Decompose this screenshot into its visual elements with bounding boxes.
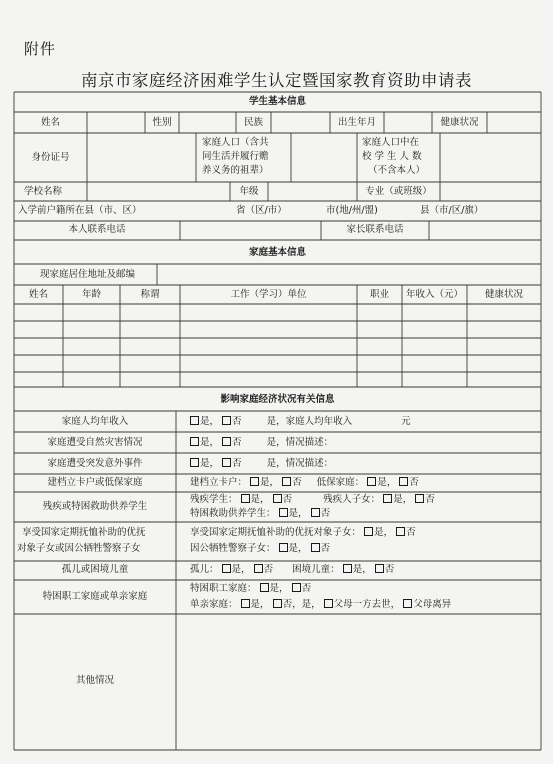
tekun-options: 特困救助供养学生： 是， 否 <box>190 508 331 519</box>
disaster-no-checkbox[interactable] <box>222 437 231 446</box>
tekun-yes-checkbox[interactable] <box>279 508 288 517</box>
disabled-student-no-checkbox[interactable] <box>273 494 282 503</box>
single-deceased-checkbox[interactable] <box>324 599 333 608</box>
single-no-checkbox[interactable] <box>273 599 282 608</box>
label-household-1: 家庭人口（含共 <box>202 137 269 148</box>
annex-label: 附件 <box>24 40 57 58</box>
label-school: 学校名称 <box>24 186 63 197</box>
orphan-yes-checkbox[interactable] <box>222 564 231 573</box>
label-disabled: 残疾或特困救助供养学生 <box>42 501 148 512</box>
label-parent-phone: 家长联系电话 <box>346 224 404 235</box>
label-inschool-3: （不含本人） <box>368 165 426 176</box>
single-yes-checkbox[interactable] <box>241 599 250 608</box>
label-accident: 家庭遭受突发意外事件 <box>47 458 143 469</box>
label-health: 健康状况 <box>440 117 479 128</box>
label-poor: 建档立卡户或低保家庭 <box>47 477 143 488</box>
label-origin: 入学前户籍所在县（市、区） <box>18 205 142 216</box>
label-province: 省（区/市） <box>236 205 287 216</box>
family-col-relation: 称谓 <box>140 289 160 300</box>
disabled-options: 残疾学生： 是， 否 残疾人子女： 是， 否 <box>190 494 435 505</box>
label-income: 家庭人均年收入 <box>61 416 129 427</box>
label-veteran-1: 享受国家定期抚恤补助的优抚 <box>22 527 146 538</box>
poor-dibao-no-checkbox[interactable] <box>399 477 408 486</box>
label-name: 姓名 <box>40 117 60 128</box>
poor-card-yes-checkbox[interactable] <box>250 477 259 486</box>
worker-options: 特困职工家庭： 是， 否 <box>190 583 312 594</box>
label-household-2: 同生活并履行赡 <box>202 151 269 162</box>
accident-yes-checkbox[interactable] <box>190 458 199 467</box>
orphan-no-checkbox[interactable] <box>254 564 263 573</box>
label-gender: 性别 <box>152 117 172 128</box>
family-section-title: 家庭基本信息 <box>248 247 306 258</box>
plight-no-checkbox[interactable] <box>375 564 384 573</box>
disabled-student-yes-checkbox[interactable] <box>241 494 250 503</box>
label-ethnicity: 民族 <box>243 117 263 128</box>
label-worker: 特困职工家庭或单亲家庭 <box>42 591 148 602</box>
family-col-age: 年龄 <box>81 289 101 300</box>
plight-yes-checkbox[interactable] <box>343 564 352 573</box>
student-section-title: 学生基本信息 <box>248 96 306 107</box>
econ-section-title: 影响家庭经济状况有关信息 <box>220 394 335 405</box>
label-disaster: 家庭遭受自然灾害情况 <box>47 437 143 448</box>
income-yes-checkbox[interactable] <box>190 416 199 425</box>
disaster-yes-checkbox[interactable] <box>190 437 199 446</box>
label-inschool-2: 校 学 生 人 数 <box>362 151 422 162</box>
label-other: 其他情况 <box>75 675 114 686</box>
veteran-options: 享受国家定期抚恤补助的优抚对象子女： 是， 否 <box>190 527 416 538</box>
accident-no-checkbox[interactable] <box>222 458 231 467</box>
label-major: 专业（或班级） <box>365 186 432 197</box>
label-veteran-2: 对象子女或因公牺牲警察子女 <box>17 543 141 554</box>
police-no-checkbox[interactable] <box>311 543 320 552</box>
disabled-child-no-checkbox[interactable] <box>415 494 424 503</box>
label-birth: 出生年月 <box>337 117 376 128</box>
family-col-name: 姓名 <box>28 289 48 300</box>
label-household-3: 养义务的祖辈） <box>202 165 269 176</box>
poor-dibao-yes-checkbox[interactable] <box>367 477 376 486</box>
police-yes-checkbox[interactable] <box>279 543 288 552</box>
single-divorced-checkbox[interactable] <box>403 599 412 608</box>
poor-card-no-checkbox[interactable] <box>282 477 291 486</box>
label-city: 市(地/州/盟) <box>326 205 378 216</box>
label-inschool-1: 家庭人口中在 <box>362 137 420 148</box>
label-grade: 年级 <box>239 186 259 197</box>
tekun-no-checkbox[interactable] <box>311 508 320 517</box>
form-title: 南京市家庭经济困难学生认定暨国家教育资助申请表 <box>81 71 472 90</box>
label-phone: 本人联系电话 <box>68 224 126 235</box>
single-options: 单亲家庭： 是， 否，是， 父母一方去世， 父母离异 <box>190 599 452 610</box>
police-options: 因公牺牲警察子女： 是， 否 <box>190 543 331 554</box>
family-col-workplace: 工作（学习）单位 <box>230 289 307 300</box>
orphan-options: 孤儿： 是， 否 困境儿童： 是， 否 <box>190 564 395 575</box>
income-no-checkbox[interactable] <box>222 416 231 425</box>
poor-options: 建档立卡户： 是， 否 低保家庭： 是， 否 <box>190 477 419 488</box>
label-orphan: 孤儿或困境儿童 <box>61 564 129 575</box>
veteran-no-checkbox[interactable] <box>396 527 405 536</box>
disabled-child-yes-checkbox[interactable] <box>383 494 392 503</box>
accident-options: 是， 否 是，情况描述： <box>190 458 333 470</box>
worker-yes-checkbox[interactable] <box>260 583 269 592</box>
worker-no-checkbox[interactable] <box>292 583 301 592</box>
veteran-yes-checkbox[interactable] <box>364 527 373 536</box>
income-options: 是， 否 是，家庭人均年收入 元 <box>190 416 411 428</box>
family-col-occupation: 职业 <box>369 289 389 300</box>
label-county: 县（市/区/旗） <box>420 205 484 216</box>
label-address: 现家庭居住地址及邮编 <box>40 269 136 280</box>
label-id-card: 身份证号 <box>31 152 70 163</box>
family-col-health: 健康状况 <box>484 289 523 300</box>
family-col-income: 年收入（元） <box>405 289 463 300</box>
disaster-options: 是， 否 是，情况描述： <box>190 437 333 449</box>
